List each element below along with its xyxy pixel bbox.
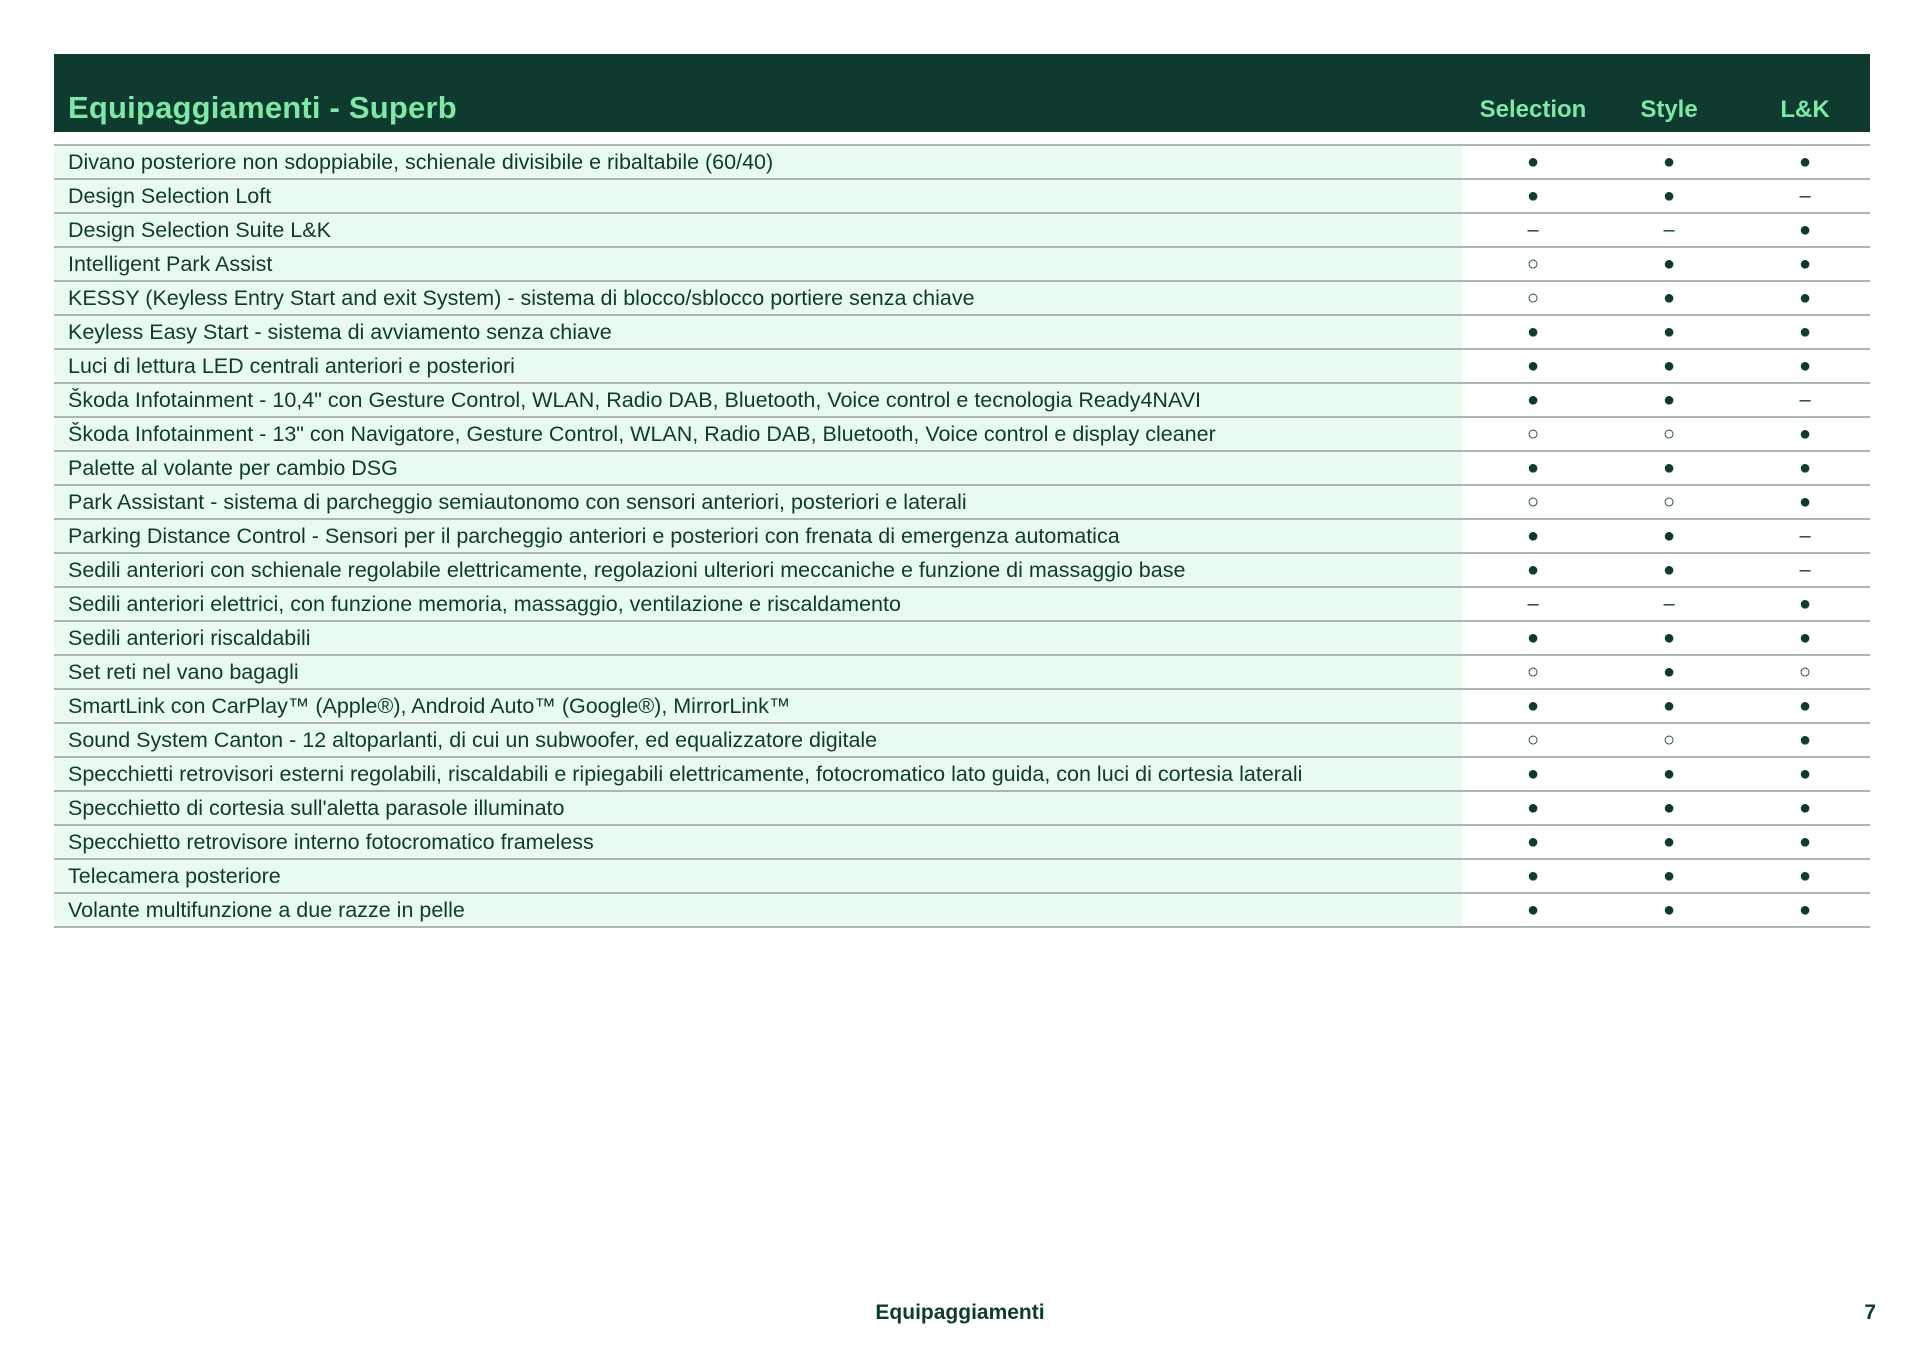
cell-style: ● <box>1604 792 1734 824</box>
cell-selection: ● <box>1468 826 1598 858</box>
table-row <box>54 144 1870 180</box>
table-row <box>54 282 1870 316</box>
cell-selection: – <box>1468 588 1598 620</box>
cell-lk: ● <box>1740 724 1870 756</box>
cell-style: ● <box>1604 452 1734 484</box>
cell-lk: ● <box>1740 214 1870 246</box>
table-row <box>54 384 1870 418</box>
table-row <box>54 316 1870 350</box>
cell-selection: ● <box>1468 350 1598 382</box>
cell-lk: ● <box>1740 826 1870 858</box>
table-row <box>54 452 1870 486</box>
cell-style: ○ <box>1604 486 1734 518</box>
cell-selection: ○ <box>1468 282 1598 314</box>
table-row <box>54 724 1870 758</box>
column-header-lk: L&K <box>1780 96 1830 123</box>
table-row <box>54 826 1870 860</box>
feature-label: SmartLink con CarPlay™ (Apple®), Android Auto™ (Google®), MirrorLink™ <box>54 690 1462 722</box>
cell-style: ○ <box>1604 418 1734 450</box>
table-row <box>54 860 1870 894</box>
cell-selection: ● <box>1468 894 1598 926</box>
cell-lk: ● <box>1740 282 1870 314</box>
cell-selection: ○ <box>1468 418 1598 450</box>
cell-lk: ● <box>1740 350 1870 382</box>
table-row <box>54 792 1870 826</box>
cell-selection: ○ <box>1468 656 1598 688</box>
feature-label: Specchietto retrovisore interno fotocromatico frameless <box>54 826 1462 858</box>
cell-lk: ● <box>1740 622 1870 654</box>
cell-lk: – <box>1740 520 1870 552</box>
cell-lk: ● <box>1740 316 1870 348</box>
feature-label: Sedili anteriori riscaldabili <box>54 622 1462 654</box>
table-row <box>54 554 1870 588</box>
table-title: Equipaggiamenti - Superb <box>68 90 457 125</box>
table-row <box>54 486 1870 520</box>
page-number: 7 <box>1864 1301 1876 1324</box>
cell-style: ● <box>1604 894 1734 926</box>
feature-label: Park Assistant - sistema di parcheggio semiautonomo con sensori anteriori, posteriori e laterali <box>54 486 1462 518</box>
cell-selection: ○ <box>1468 248 1598 280</box>
cell-lk: – <box>1740 180 1870 212</box>
cell-style: – <box>1604 588 1734 620</box>
table-row <box>54 758 1870 792</box>
table-body <box>54 144 1870 928</box>
table-row <box>54 622 1870 656</box>
cell-lk: ● <box>1740 860 1870 892</box>
cell-style: ● <box>1604 826 1734 858</box>
table-row <box>54 180 1870 214</box>
feature-label: Specchietto di cortesia sull'aletta parasole illuminato <box>54 792 1462 824</box>
cell-style: – <box>1604 214 1734 246</box>
equipment-table <box>54 54 1870 928</box>
feature-label: Palette al volante per cambio DSG <box>54 452 1462 484</box>
cell-style: ● <box>1604 520 1734 552</box>
table-row <box>54 418 1870 452</box>
cell-style: ● <box>1604 180 1734 212</box>
table-row <box>54 520 1870 554</box>
feature-label: Intelligent Park Assist <box>54 248 1462 280</box>
cell-selection: ● <box>1468 146 1598 178</box>
cell-style: ● <box>1604 622 1734 654</box>
feature-label: Sedili anteriori con schienale regolabile elettricamente, regolazioni ulteriori meccaniche e funzione di massaggio base <box>54 554 1462 586</box>
feature-label: Specchietti retrovisori esterni regolabili, riscaldabili e ripiegabili elettricamente, fotocromatico lato guida, con luci di cortesia laterali <box>54 758 1462 790</box>
feature-label: KESSY (Keyless Entry Start and exit System) - sistema di blocco/sblocco portiere senza chiave <box>54 282 1462 314</box>
cell-lk: ● <box>1740 588 1870 620</box>
cell-lk: ● <box>1740 690 1870 722</box>
cell-style: ● <box>1604 656 1734 688</box>
feature-label: Sedili anteriori elettrici, con funzione memoria, massaggio, ventilazione e riscaldamento <box>54 588 1462 620</box>
cell-style: ● <box>1604 350 1734 382</box>
cell-style: ● <box>1604 248 1734 280</box>
table-row <box>54 690 1870 724</box>
cell-lk: ● <box>1740 758 1870 790</box>
table-row <box>54 656 1870 690</box>
cell-style: ● <box>1604 384 1734 416</box>
feature-label: Škoda Infotainment - 13" con Navigatore, Gesture Control, WLAN, Radio DAB, Bluetooth, Voice control e display cleaner <box>54 418 1462 450</box>
cell-lk: ○ <box>1740 656 1870 688</box>
table-row <box>54 248 1870 282</box>
feature-label: Design Selection Suite L&K <box>54 214 1462 246</box>
cell-selection: ○ <box>1468 486 1598 518</box>
table-row <box>54 894 1870 928</box>
cell-style: ● <box>1604 146 1734 178</box>
table-row <box>54 588 1870 622</box>
cell-selection: ● <box>1468 554 1598 586</box>
cell-style: ○ <box>1604 724 1734 756</box>
cell-selection: ● <box>1468 384 1598 416</box>
cell-lk: ● <box>1740 146 1870 178</box>
cell-selection: ● <box>1468 180 1598 212</box>
table-row <box>54 350 1870 384</box>
cell-selection: ● <box>1468 316 1598 348</box>
cell-lk: – <box>1740 384 1870 416</box>
cell-selection: ● <box>1468 758 1598 790</box>
feature-label: Divano posteriore non sdoppiabile, schienale divisibile e ribaltabile (60/40) <box>54 146 1462 178</box>
cell-selection: ● <box>1468 452 1598 484</box>
cell-selection: ● <box>1468 860 1598 892</box>
cell-selection: ● <box>1468 520 1598 552</box>
cell-selection: ● <box>1468 792 1598 824</box>
cell-selection: ● <box>1468 690 1598 722</box>
table-row <box>54 214 1870 248</box>
feature-label: Volante multifunzione a due razze in pelle <box>54 894 1462 926</box>
feature-label: Sound System Canton - 12 altoparlanti, di cui un subwoofer, ed equalizzatore digitale <box>54 724 1462 756</box>
feature-label: Set reti nel vano bagagli <box>54 656 1462 688</box>
cell-lk: ● <box>1740 486 1870 518</box>
cell-style: ● <box>1604 554 1734 586</box>
feature-label: Design Selection Loft <box>54 180 1462 212</box>
cell-selection: ○ <box>1468 724 1598 756</box>
cell-style: ● <box>1604 316 1734 348</box>
cell-lk: ● <box>1740 452 1870 484</box>
feature-label: Škoda Infotainment - 10,4" con Gesture Control, WLAN, Radio DAB, Bluetooth, Voice control e tecnologia Ready4NAVI <box>54 384 1462 416</box>
feature-label: Keyless Easy Start - sistema di avviamento senza chiave <box>54 316 1462 348</box>
cell-selection: ● <box>1468 622 1598 654</box>
cell-style: ● <box>1604 282 1734 314</box>
column-header-selection: Selection <box>1479 96 1587 123</box>
cell-lk: ● <box>1740 894 1870 926</box>
cell-lk: – <box>1740 554 1870 586</box>
cell-lk: ● <box>1740 418 1870 450</box>
table-header <box>54 54 1870 132</box>
column-header-style: Style <box>1640 96 1698 123</box>
feature-label: Parking Distance Control - Sensori per il parcheggio anteriori e posteriori con frenata di emergenza automatica <box>54 520 1462 552</box>
cell-style: ● <box>1604 860 1734 892</box>
cell-style: ● <box>1604 690 1734 722</box>
cell-selection: – <box>1468 214 1598 246</box>
cell-lk: ● <box>1740 792 1870 824</box>
feature-label: Telecamera posteriore <box>54 860 1462 892</box>
cell-style: ● <box>1604 758 1734 790</box>
footer-section-title: Equipaggiamenti <box>875 1301 1045 1324</box>
cell-lk: ● <box>1740 248 1870 280</box>
feature-label: Luci di lettura LED centrali anteriori e posteriori <box>54 350 1462 382</box>
